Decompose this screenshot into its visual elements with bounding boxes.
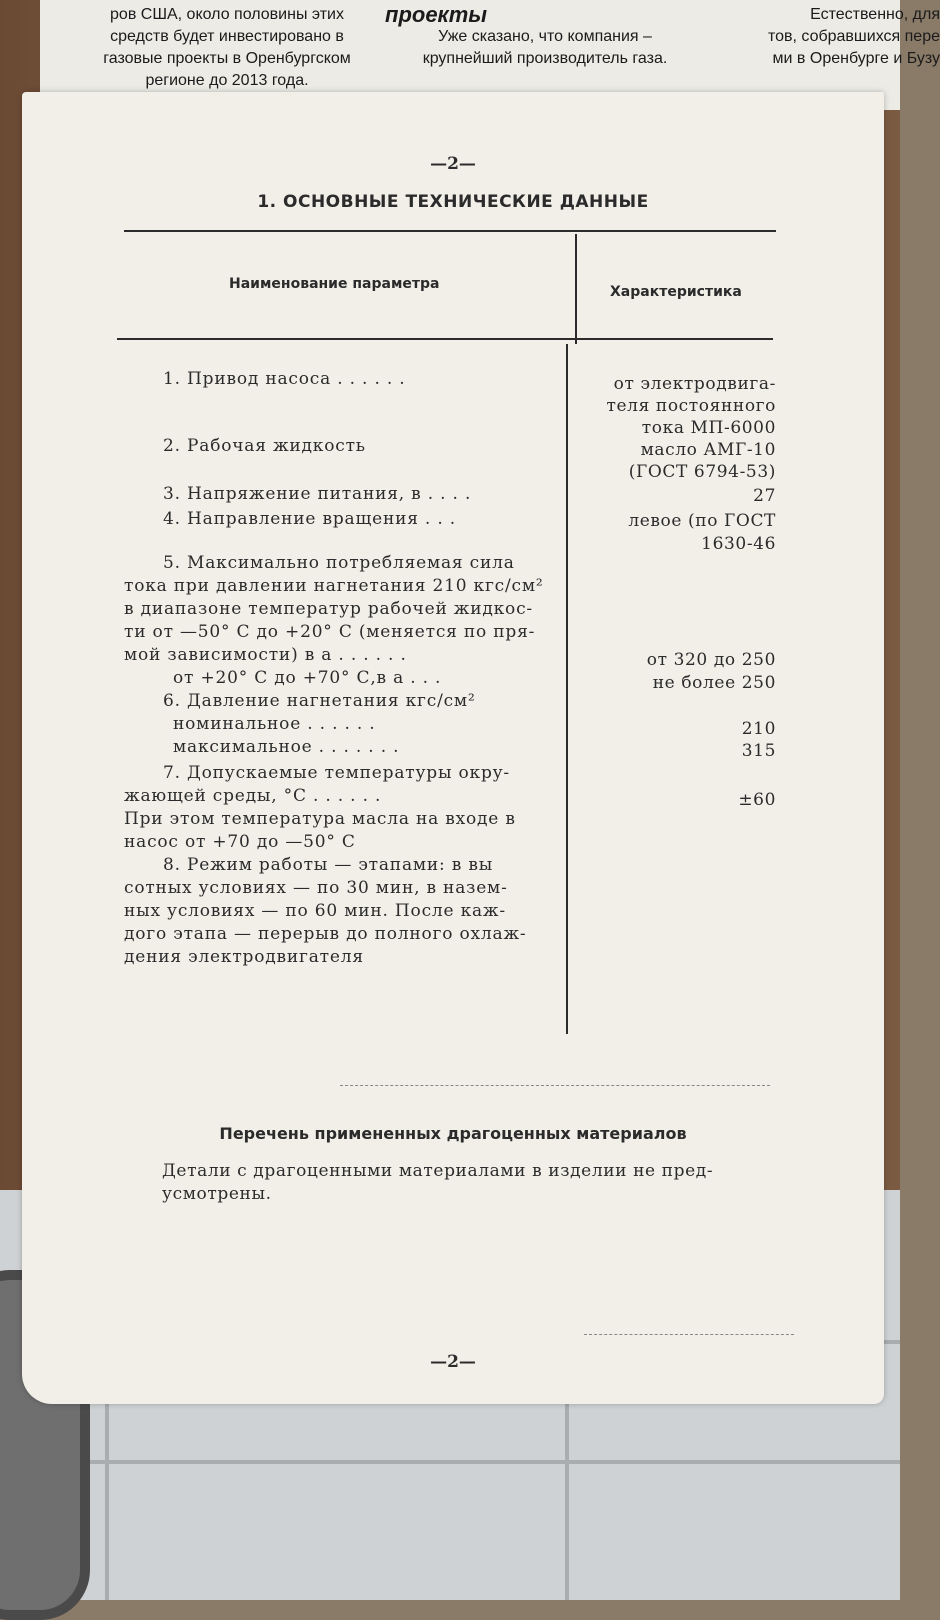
- value-cell: 27: [753, 486, 776, 506]
- value-cell: тока МП-6000: [641, 418, 776, 438]
- value-cell: от 320 до 250: [646, 650, 776, 670]
- param-row: насос от +70 до —50° С: [124, 832, 356, 852]
- newspaper-line: ров США, около половины этих: [110, 6, 344, 23]
- newspaper-column-3: [700, 4, 940, 70]
- materials-text: Детали с драгоценными материалами в изделии не пред-усмотрены.: [162, 1161, 714, 1204]
- param-row: ных условиях — по 60 мин. После каж-: [124, 901, 506, 921]
- value-cell: 315: [741, 741, 776, 761]
- param-row: дения электродвигателя: [124, 947, 364, 967]
- param-row: номинальное . . . . . .: [173, 714, 376, 734]
- materials-title: Перечень примененных драгоценных материалов: [219, 1124, 687, 1143]
- param-row: мой зависимости) в а . . . . . .: [124, 645, 407, 665]
- param-row: тока при давлении нагнетания 210 кгс/см²: [124, 576, 544, 596]
- param-row: 3. Напряжение питания, в . . . .: [163, 484, 472, 504]
- page-number-bottom: —2—: [430, 1352, 476, 1372]
- section-title: 1. ОСНОВНЫЕ ТЕХНИЧЕСКИЕ ДАННЫЕ: [257, 192, 649, 212]
- newspaper-line: крупнейший производитель газа.: [422, 50, 668, 67]
- value-cell: (ГОСТ 6794-53): [628, 462, 776, 482]
- document-sheet: [22, 92, 884, 1404]
- column-header-parameter: Наименование параметра: [229, 276, 440, 292]
- param-row: 8. Режим работы — этапами: в вы: [163, 855, 494, 875]
- param-row: 4. Направление вращения . . .: [163, 509, 456, 529]
- newspaper-column-2: [385, 4, 705, 70]
- newspaper-line: средств будет инвестировано в: [110, 28, 344, 45]
- newspaper-line: Естественно, для: [810, 6, 940, 23]
- column-header-characteristic: Характеристика: [610, 284, 742, 300]
- param-row: сотных условиях — по 30 мин, в назем-: [124, 878, 508, 898]
- newspaper-line: Уже сказано, что компания –: [438, 28, 652, 45]
- param-row: 5. Максимально потребляемая сила: [163, 553, 515, 573]
- table-header-rule: [117, 338, 773, 340]
- table-top-rule: [124, 230, 776, 232]
- param-row: дого этапа — перерыв до полного охлаж-: [124, 924, 527, 944]
- newspaper-line: газовые проекты в Оренбургском: [103, 50, 351, 67]
- param-row: 6. Давление нагнетания кгс/см²: [163, 691, 476, 711]
- newspaper-line: ми в Оренбурге и Бузу: [772, 50, 940, 67]
- newspaper-heading: проекты: [385, 2, 488, 27]
- param-row: от +20° С до +70° С,в а . . .: [173, 668, 442, 688]
- page-number-top: —2—: [430, 154, 476, 174]
- value-cell: левое (по ГОСТ: [628, 511, 776, 531]
- tile-grout: [0, 1460, 900, 1464]
- newspaper-column-1: [62, 4, 392, 92]
- param-row: 7. Допускаемые температуры окру-: [163, 763, 510, 783]
- param-row: максимальное . . . . . . .: [173, 737, 400, 757]
- table-column-divider: [566, 344, 568, 1034]
- value-cell: ±60: [738, 790, 776, 810]
- separator-line: [584, 1334, 794, 1335]
- param-row: При этом температура масла на входе в: [124, 809, 516, 829]
- param-row: 1. Привод насоса . . . . . .: [163, 369, 406, 389]
- param-row: в диапазоне температур рабочей жидкос-: [124, 599, 533, 619]
- table-header-divider: [575, 234, 577, 344]
- value-cell: от электродвига-: [613, 374, 776, 394]
- value-cell: 1630-46: [701, 534, 776, 554]
- newspaper-line: тов, собравшихся пере: [767, 28, 940, 45]
- param-row: жающей среды, °С . . . . . .: [124, 786, 382, 806]
- separator-line: [340, 1085, 770, 1086]
- value-cell: масло АМГ-10: [640, 440, 776, 460]
- newspaper-line: регионе до 2013 года.: [145, 72, 309, 89]
- value-cell: 210: [741, 719, 776, 739]
- value-cell: не более 250: [652, 673, 776, 693]
- value-cell: теля постоянного: [606, 396, 776, 416]
- param-row: ти от —50° С до +20° С (меняется по пря-: [124, 622, 536, 642]
- param-row: 2. Рабочая жидкость: [163, 436, 366, 456]
